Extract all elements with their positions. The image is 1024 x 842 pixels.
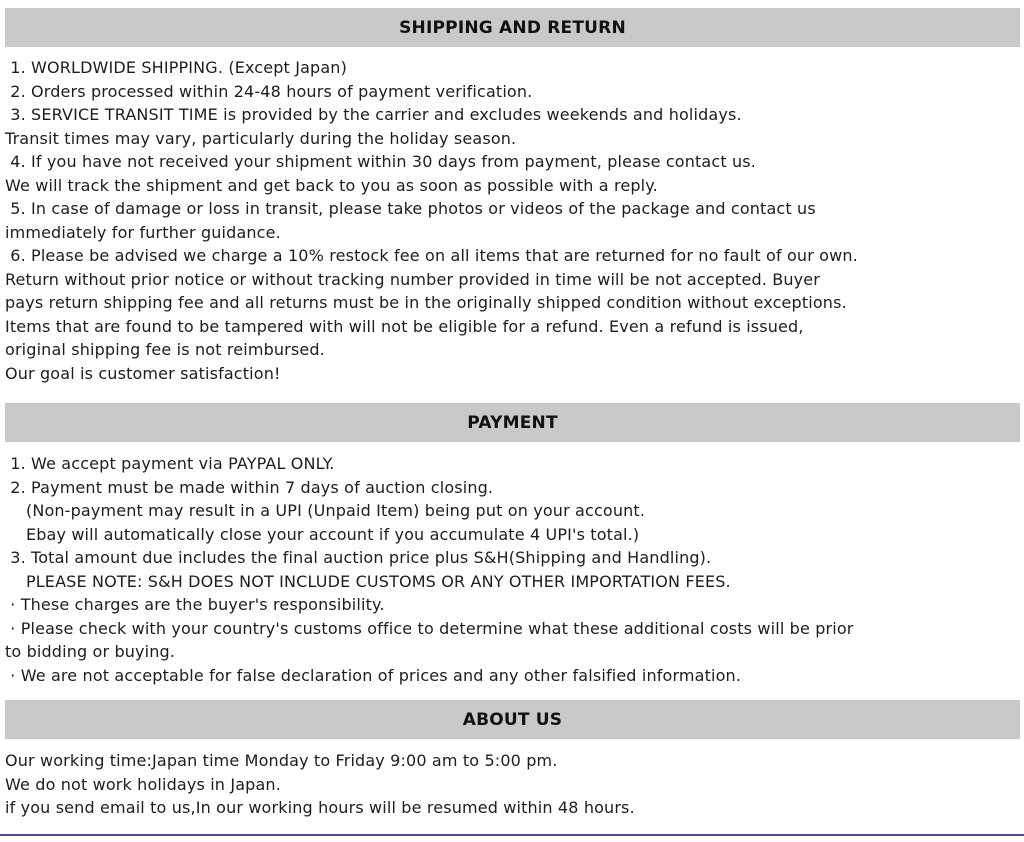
section-shipping-and-return [0,8,1024,385]
section-header-payment [5,403,1020,442]
policy-line: original shipping fee is not reimbursed. [5,340,325,359]
policy-line: 1. We accept payment via PAYPAL ONLY. [5,454,335,473]
section-title-shipping-and-return: SHIPPING AND RETURN [399,17,626,38]
section-about-us [0,700,1024,820]
policy-line: 3. Total amount due includes the final auction price plus S&H(Shipping and Handling). [5,548,712,567]
section-title-about-us: ABOUT US [462,709,563,730]
policy-line: if you send email to us,In our working hours will be resumed within 48 hours. [5,798,635,817]
policy-line: Ebay will automatically close your account if you accumulate 4 UPI's total.) [5,524,640,544]
policy-line: PLEASE NOTE: S&H DOES NOT INCLUDE CUSTOMS OR ANY OTHER IMPORTATION FEES. [5,571,731,591]
section-title-payment: PAYMENT [467,412,558,433]
policy-line: · We are not acceptable for false declaration of prices and any other falsified information. [5,665,742,685]
section-header-shipping-and-return [5,8,1020,47]
policy-line: Our working time:Japan time Monday to Friday 9:00 am to 5:00 pm. [5,751,558,770]
policy-line: Return without prior notice or without tracking number provided in time will be not accepted. Buyer [5,269,821,289]
section-body-shipping-and-return [0,47,1024,385]
policy-line: · Please check with your country's customs office to determine what these additional costs will be prior [5,618,854,638]
policy-line: pays return shipping fee and all returns must be in the originally shipped condition without exceptions. [5,293,847,312]
policy-line: We will track the shipment and get back to you as soon as possible with a reply. [5,175,658,195]
section-body-payment [0,442,1024,687]
policy-line: 1. WORLDWIDE SHIPPING. (Except Japan) [5,58,347,77]
policy-line: (Non-payment may result in a UPI (Unpaid Item) being put on your account. [5,501,646,520]
policy-line: Items that are found to be tampered with will not be eligible for a refund. Even a refund is issued, [5,316,804,336]
policy-line: We do not work holidays in Japan. [5,774,281,794]
policy-line: 5. In case of damage or loss in transit, please take photos or videos of the package and contact us [5,199,816,218]
policy-line: 6. Please be advised we charge a 10% restock fee on all items that are returned for no fault of our own. [5,246,858,265]
section-body-about-us [0,739,1024,820]
policy-line: immediately for further guidance. [5,222,281,242]
policy-line: Our goal is customer satisfaction! [5,363,281,383]
policy-line: 2. Payment must be made within 7 days of auction closing. [5,477,494,497]
policy-line: Transit times may vary, particularly during the holiday season. [5,128,517,148]
policy-line: to bidding or buying. [5,642,176,661]
bottom-divider [0,834,1024,836]
section-header-about-us [5,700,1020,739]
policy-line: 2. Orders processed within 24-48 hours of payment verification. [5,81,533,101]
policy-line: · These charges are the buyer's responsibility. [5,595,385,614]
policy-line: 3. SERVICE TRANSIT TIME is provided by the carrier and excludes weekends and holidays. [5,105,742,124]
section-payment [0,403,1024,687]
policy-line: 4. If you have not received your shipment within 30 days from payment, please contact us. [5,152,756,171]
